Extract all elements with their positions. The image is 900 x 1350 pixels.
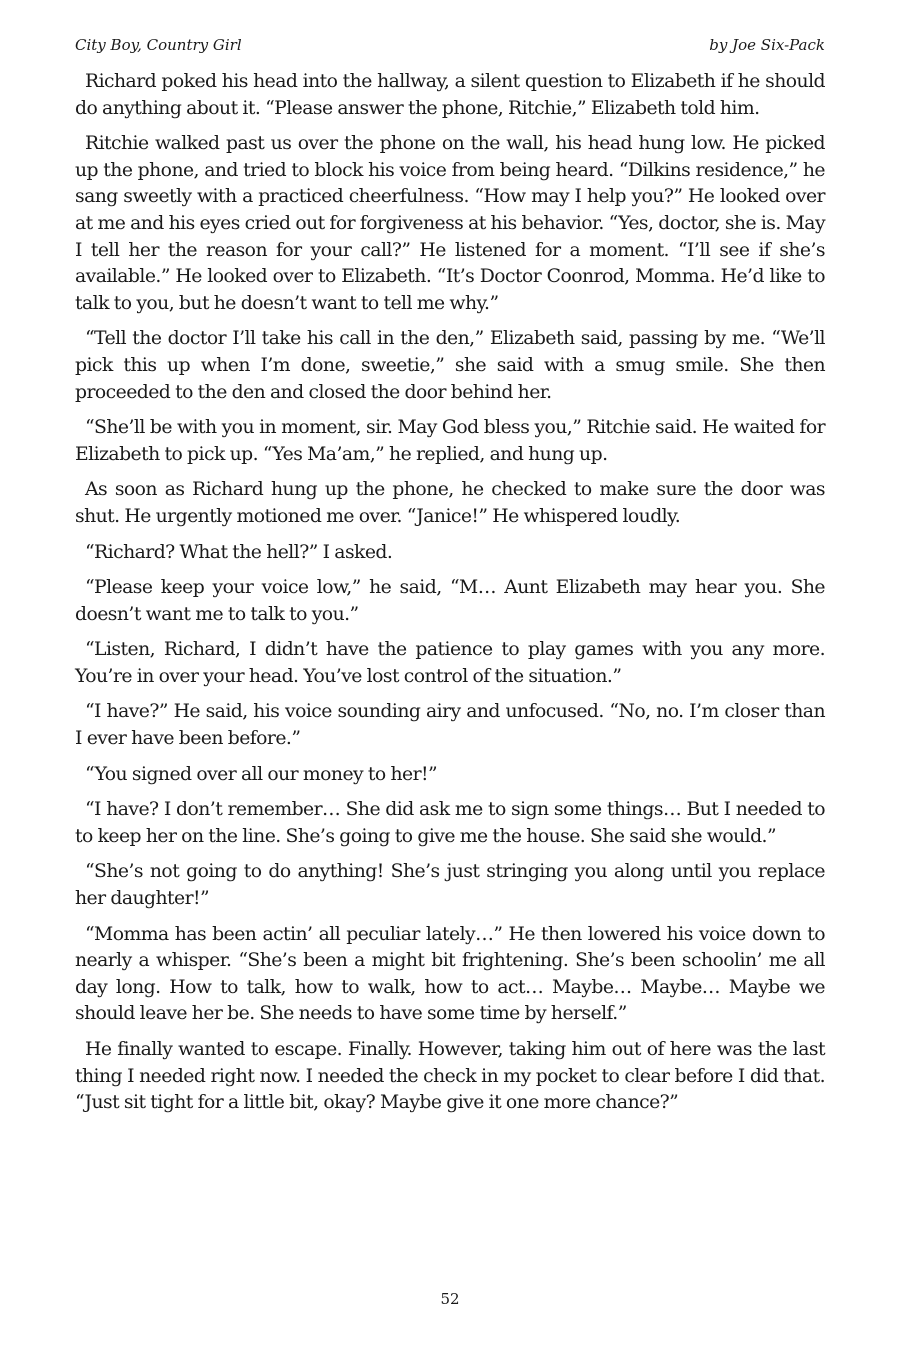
paragraph: Richard poked his head into the hallway, a silent question to Elizabeth if he should do anything about it. “Please answer the phone, Ritchie,” Elizabeth told him. [75, 71, 825, 119]
page-number: 52 [440, 1290, 460, 1308]
page-body [75, 69, 825, 1126]
running-header [75, 36, 825, 58]
paragraph: “I have? I don’t remember… She did ask me to sign some things… But I needed to to keep her on the line. She’s going to give me the house. She said she would.” [75, 799, 825, 847]
paragraph: “She’s not going to do anything! She’s just stringing you along until you replace her daughter!” [75, 861, 825, 910]
paragraph: “You signed over all our money to her!” [85, 763, 438, 785]
paragraph: “Please keep your voice low,” he said, “M… Aunt Elizabeth may hear you. She doesn’t want me to talk to you.” [75, 577, 825, 625]
paragraph: “Momma has been actin’ all peculiar lately…” He then lowered his voice down to nearly a whisper. “She’s been a might bit frightening. She’s been schoolin’ me all day long. How to talk, how to walk, how to act… Maybe… Maybe… Maybe we should leave her be. She needs to have some time by herself.” [75, 923, 825, 1025]
paragraph: As soon as Richard hung up the phone, he checked to make sure the door was shut. He urgently motioned me over. “Janice!” He whispered loudly. [75, 479, 825, 527]
paragraph: He finally wanted to escape. Finally. However, taking him out of here was the last thing I needed right now. I needed the check in my pocket to clear before I did that. “Just sit tight for a little bit, okay? Maybe give it one more chance?” [75, 1039, 825, 1114]
paragraph: “Tell the doctor I’ll take his call in the den,” Elizabeth said, passing by me. “We’ll pick this up when I’m done, sweetie,” she said with a smug smile. She then proceeded to the den and closed the door behind her. [75, 328, 825, 403]
author-name: by Joe Six-Pack [709, 36, 825, 54]
book-title: City Boy, Country Girl [75, 36, 242, 54]
paragraph: “Listen, Richard, I didn’t have the patience to play games with you any more. You’re in over your head. You’ve lost control of the situation.” [75, 639, 825, 687]
paragraph: “I have?” He said, his voice sounding airy and unfocused. “No, no. I’m closer than I ever have been before.” [75, 701, 825, 750]
paragraph: “Richard? What the hell?” I asked. [85, 541, 393, 563]
paragraph: Ritchie walked past us over the phone on the wall, his head hung low. He picked up the phone, and tried to block his voice from being heard. “Dilkins residence,” he sang sweetly with a practiced cheerfulness. “How may I help you?” He looked over at me and his eyes cried out for forgiveness at his behavior. “Yes, doctor, she is. May I tell her the reason for your call?” He listened for a moment. “I’ll see if she’s available.” He looked over to Elizabeth. “It’s Doctor Coonrod, Momma. He’d like to talk to you, but he doesn’t want to tell me why.” [75, 133, 826, 314]
paragraph: “She’ll be with you in moment, sir. May God bless you,” Ritchie said. He waited for Elizabeth to pick up. “Yes Ma’am,” he replied, and hung up. [75, 417, 825, 465]
